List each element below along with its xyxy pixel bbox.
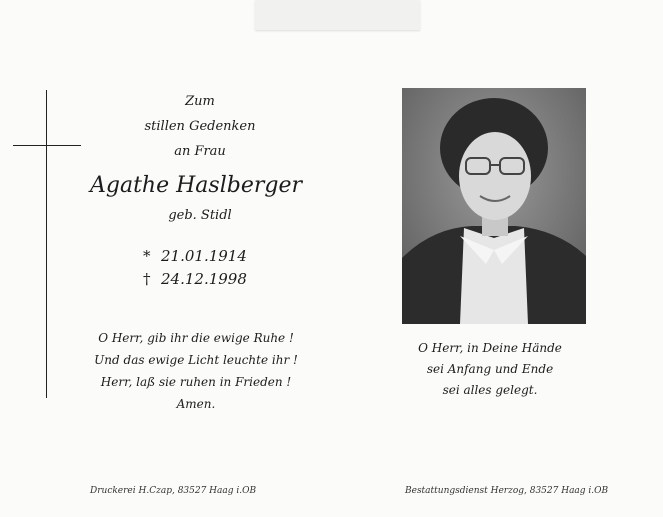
- prayer-left: [60, 327, 332, 415]
- portrait-photo: [402, 88, 586, 324]
- memorial-intro: [120, 89, 280, 164]
- intro-line-3: an Frau: [174, 144, 226, 159]
- prayer-right-line-3: sei alles gelegt.: [442, 383, 538, 397]
- cross-horizontal-bar: [13, 145, 81, 146]
- deceased-name: Agathe Haslberger: [90, 173, 302, 198]
- birth-star-icon: *: [143, 247, 151, 265]
- birth-date: 21.01.1914: [161, 247, 247, 265]
- birth-row: [143, 247, 247, 265]
- intro-line-2: stillen Gedenken: [144, 119, 256, 134]
- tape-strip: [255, 0, 420, 30]
- prayer-right-line-2: sei Anfang und Ende: [426, 362, 554, 376]
- death-row: [143, 270, 247, 288]
- death-cross-icon: †: [143, 270, 151, 288]
- cross-vertical-bar: [46, 90, 47, 398]
- prayer-left-line-1: O Herr, gib ihr die ewige Ruhe !: [98, 331, 294, 345]
- prayer-right-line-1: O Herr, in Deine Hände: [418, 341, 562, 355]
- intro-line-1: Zum: [185, 94, 215, 109]
- prayer-left-line-2: Und das ewige Licht leuchte ihr !: [94, 353, 298, 367]
- prayer-right: [390, 338, 590, 401]
- maiden-name: geb. Stidl: [168, 208, 232, 223]
- funeral-service-credit: Bestattungsdienst Herzog, 83527 Haag i.OB: [405, 486, 609, 496]
- prayer-left-line-3: Herr, laß sie ruhen in Frieden !: [100, 375, 292, 389]
- prayer-left-line-4: Amen.: [176, 397, 216, 411]
- death-date: 24.12.1998: [161, 270, 247, 288]
- printer-credit: Druckerei H.Czap, 83527 Haag i.OB: [90, 486, 257, 496]
